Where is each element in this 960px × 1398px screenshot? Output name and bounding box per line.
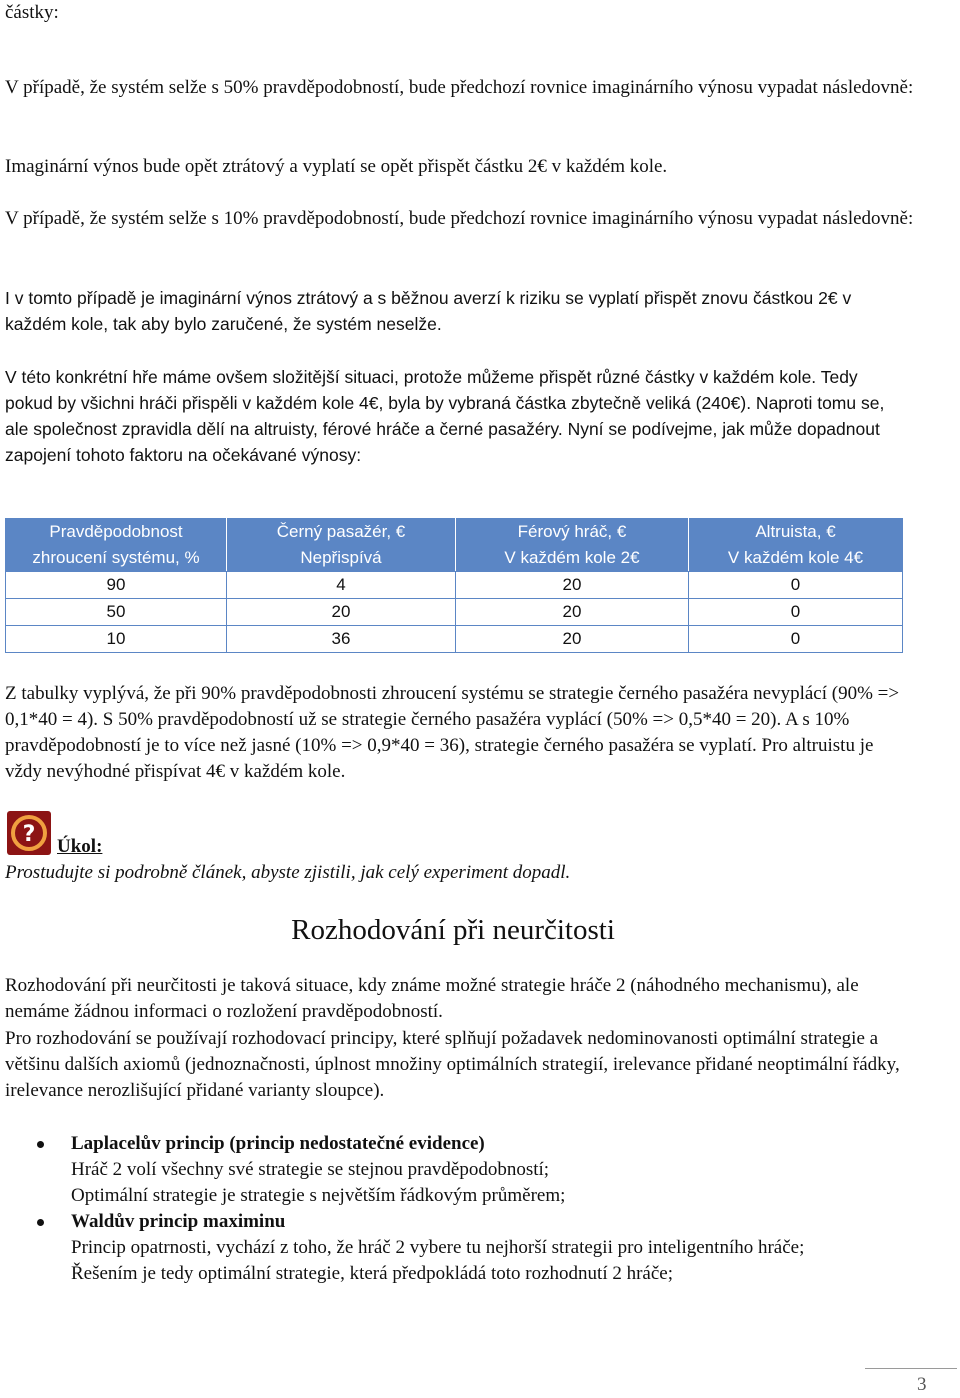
paragraph-case-50: V případě, že systém selže s 50% pravděpodobností, bude předchozí rovnice imaginárního výnosu vypadat následovně:	[5, 77, 914, 98]
table-cell: 90	[6, 572, 227, 599]
results-table	[5, 518, 903, 653]
table-cell: 4	[227, 572, 456, 599]
table-header-row	[6, 519, 903, 572]
task-label: Úkol:	[57, 836, 103, 857]
intro-fragment: částky:	[5, 2, 59, 23]
table-header-cell: Pravděpodobnost zhroucení systému, %	[6, 519, 227, 572]
table-cell: 50	[6, 599, 227, 626]
page-number: 3	[917, 1374, 927, 1395]
paragraph-game: V této konkrétní hře máme ovšem složitější situaci, protože můžeme přispět různé částky v každém kole. Tedy pokud by všichni hráči přispěli v každém kole 4€, byla by vybraná částka zbytečně veliká (240€). Naproti tomu se, ale společnost zpravidla dělí na altruisty, férové hráče a černé pasažéry. Nyní se podívejme, jak může dopadnout zapojení tohoto faktoru na očekávané výnosy:	[5, 367, 885, 465]
table-cell: 0	[689, 599, 903, 626]
table-cell: 0	[689, 572, 903, 599]
paragraph-case-10-result: I v tomto případě je imaginární výnos ztrátový a s běžnou averzí k riziku se vyplatí přispět znovu částkou 2€ v každém kole, tak aby bylo zaručené, že systém neselže.	[5, 288, 852, 334]
table-header-cell: Altruista, € V každém kole 4€	[689, 519, 903, 572]
table-cell: 20	[456, 599, 689, 626]
table-cell: 0	[689, 626, 903, 653]
svg-text:?: ?	[22, 822, 36, 847]
table-cell: 36	[227, 626, 456, 653]
list-item	[0, 1131, 940, 1209]
principle-line: Optimální strategie je strategie s největším řádkovým průměrem;	[71, 1185, 566, 1206]
footer-divider	[865, 1368, 957, 1369]
principle-title: Laplacelův princip (princip nedostatečné evidence)	[71, 1133, 485, 1154]
table-cell: 20	[227, 599, 456, 626]
table-row	[6, 626, 903, 653]
section-title: Rozhodování při neurčitosti	[291, 914, 615, 946]
paragraph-uncertainty-principles: Pro rozhodování se používají rozhodovací principy, které splňují požadavek nedominovanosti optimální strategie a většinu dalších axiomů (jednoznačnosti, úplnost množiny optimálních strategií, irelevance přidané neoptimální řádky, irelevance nerozlišující přidané varianty sloupce).	[5, 1028, 900, 1101]
list-item	[0, 1209, 940, 1287]
paragraph-table-summary: Z tabulky vyplývá, že při 90% pravděpodobnosti zhroucení systému se strategie černého pasažéra nevyplácí (90% => 0,1*40 = 4). S 50% pravděpodobností už se strategie černého pasažéra vyplácí (50% => 0,5*40 = 20). A s 10% pravděpodobností je to více než jasné (10% => 0,9*40 = 36), strategie černého pasažéra se vyplatí. Pro altruistu je vždy nevýhodné přispívat 4€ v každém kole.	[5, 683, 900, 782]
table-cell: 10	[6, 626, 227, 653]
paragraph-case-10: V případě, že systém selže s 10% pravděpodobností, bude předchozí rovnice imaginárního výnosu vypadat následovně:	[5, 208, 914, 229]
table-row	[6, 572, 903, 599]
table-cell: 20	[456, 572, 689, 599]
bullet-icon	[37, 1141, 44, 1148]
paragraph-uncertainty-definition: Rozhodování při neurčitosti je taková situace, kdy známe možné strategie hráče 2 (náhodného mechanismu), ale nemáme žádnou informaci o rozložení pravděpodobností.	[5, 975, 859, 1022]
table-header-cell: Černý pasažér, € Nepřispívá	[227, 519, 456, 572]
table-cell: 20	[456, 626, 689, 653]
table-header-cell: Férový hráč, € V každém kole 2€	[456, 519, 689, 572]
question-mark-icon	[7, 811, 51, 855]
principle-line: Řešením je tedy optimální strategie, která předpokládá toto rozhodnutí 2 hráče;	[71, 1263, 674, 1284]
principle-line: Hráč 2 volí všechny své strategie se stejnou pravděpodobností;	[71, 1159, 550, 1180]
principle-title: Waldův princip maximinu	[71, 1211, 286, 1232]
paragraph-case-50-result: Imaginární výnos bude opět ztrátový a vyplatí se opět přispět částku 2€ v každém kole.	[5, 156, 668, 177]
bullet-icon	[37, 1219, 44, 1226]
principle-line: Princip opatrnosti, vychází z toho, že hráč 2 vybere tu nejhorší strategii pro inteligentního hráče;	[71, 1237, 805, 1258]
task-text: Prostudujte si podrobně článek, abyste zjistili, jak celý experiment dopadl.	[5, 862, 571, 883]
question-mark-icon-graphic	[7, 811, 51, 855]
table-row	[6, 599, 903, 626]
principles-list	[0, 1131, 940, 1287]
